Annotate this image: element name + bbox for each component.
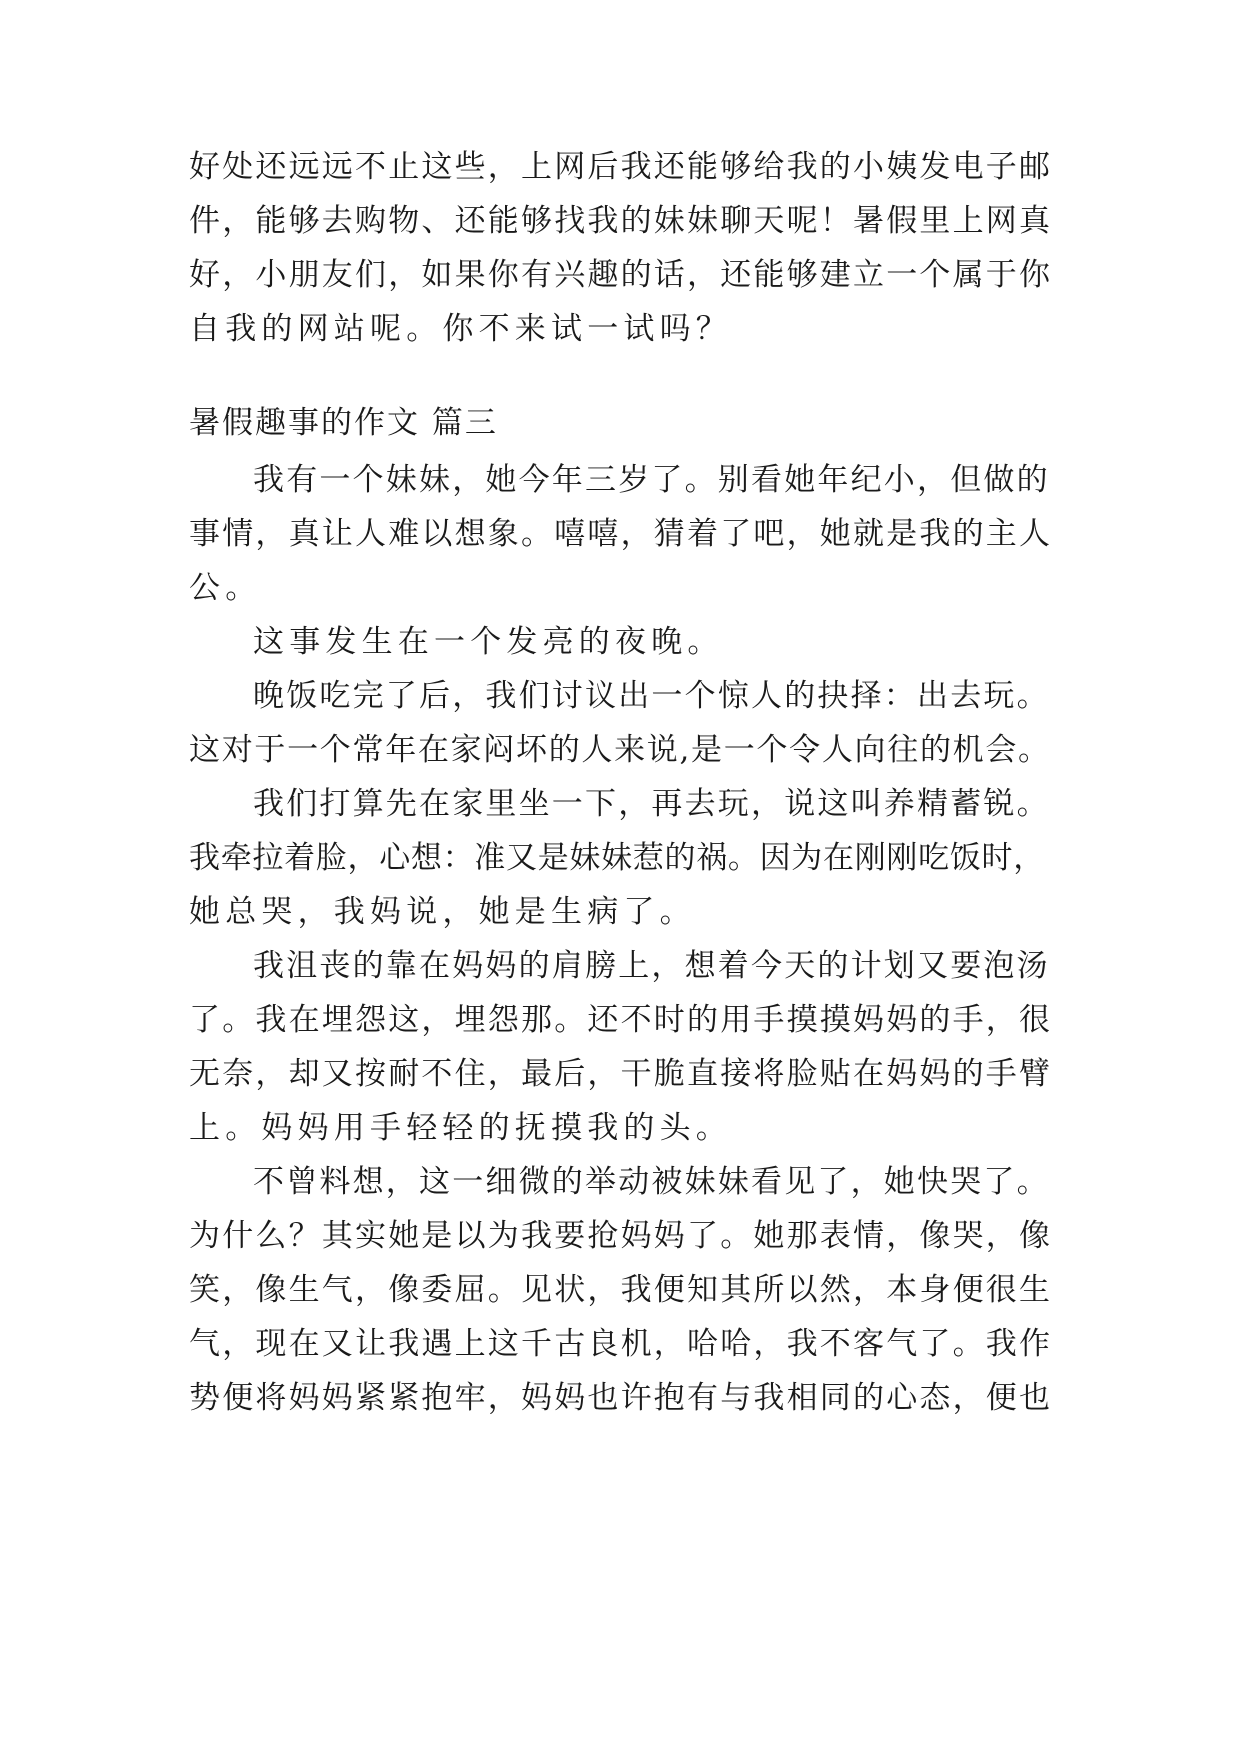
- text-line: 好处还远远不止这些，上网后我还能够给我的小姨发电子邮: [189, 149, 1053, 185]
- text-line: 势便将妈妈紧紧抱牢，妈妈也许抱有与我相同的心态，便也: [189, 1380, 1053, 1416]
- text-line: 这事发生在一个发亮的夜晚。: [253, 624, 724, 660]
- text-line: 笑，像生气，像委屈。见状，我便知其所以然，本身便很生: [189, 1272, 1053, 1308]
- text-line: 我沮丧的靠在妈妈的肩膀上，想着今天的计划又要泡汤: [253, 948, 1050, 984]
- text-line: 我牵拉着脸，心想：准又是妹妹惹的祸。因为在刚刚吃饭时，: [189, 840, 1045, 876]
- text-line: 事情，真让人难以想象。嘻嘻，猜着了吧，她就是我的主人: [189, 516, 1053, 552]
- text-line: 不曾料想，这一细微的举动被妹妹看见了，她快哭了。: [253, 1164, 1050, 1200]
- text-line: 上。妈妈用手轻轻的抚摸我的头。: [189, 1110, 732, 1146]
- section-heading: 暑假趣事的作文 篇三: [189, 405, 498, 441]
- text-line: 我们打算先在家里坐一下，再去玩，说这叫养精蓄锐。: [253, 786, 1050, 822]
- text-line: 自我的网站呢。你不来试一试吗？: [189, 311, 732, 347]
- text-line: 了。我在埋怨这，埋怨那。还不时的用手摸摸妈妈的手，很: [189, 1002, 1053, 1038]
- text-line: 晚饭吃完了后，我们讨议出一个惊人的抉择：出去玩。: [253, 678, 1050, 714]
- text-line: 我有一个妹妹，她今年三岁了。别看她年纪小，但做的: [253, 462, 1050, 498]
- text-line: 公。: [189, 570, 262, 606]
- text-line: 这对于一个常年在家闷坏的人来说,是一个令人向往的机会。: [189, 732, 1051, 768]
- text-line: 好，小朋友们，如果你有兴趣的话，还能够建立一个属于你: [189, 257, 1053, 293]
- text-line: 件，能够去购物、还能够找我的妹妹聊天呢！暑假里上网真: [189, 203, 1053, 239]
- text-line: 无奈，却又按耐不住，最后，干脆直接将脸贴在妈妈的手臂: [189, 1056, 1053, 1092]
- text-line: 为什么？其实她是以为我要抢妈妈了。她那表情，像哭，像: [189, 1218, 1053, 1254]
- text-line: 她总哭，我妈说，她是生病了。: [189, 894, 696, 930]
- text-line: 气，现在又让我遇上这千古良机，哈哈，我不客气了。我作: [189, 1326, 1053, 1362]
